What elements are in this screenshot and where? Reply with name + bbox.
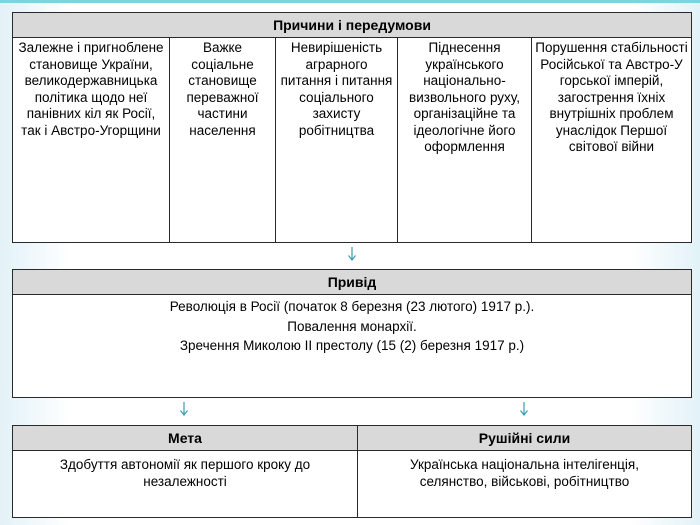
goal-header [13,426,358,451]
down-arrow-icon [518,401,530,417]
pretext-title: Привід [327,274,377,290]
causes-block [12,12,692,243]
pretext-line-1: Революція в Росії (початок 8 березня (23 лютого) 1917 р.). [169,299,535,314]
cause-cell-1: Залежне і пригноблене становище України, великодержавницька політика щодо неї панівних кіл як Росії, так і Австро-Угорщини [13,38,170,242]
pretext-header [13,270,691,295]
cause-cell-2: Важке соціальне становище переважної частини населення [170,38,276,242]
forces-title: Рушійні сили [478,430,571,446]
cause-cell-3: Невирішеність аграрного питання і питання соціального захисту робітництва [276,38,398,242]
goal-forces-body-row [13,451,691,517]
cause-cell-4: Піднесення українського національно-визвольного руху, організаційне та ідеологічне його оформлення [398,38,532,242]
goal-forces-header-row [13,426,691,451]
goal-forces-block [12,425,692,518]
pretext-line-2: Повалення монархії. [287,318,417,334]
pretext-block [12,269,692,398]
forces-header [358,426,691,451]
down-arrow-icon [178,401,190,417]
causes-row [13,38,691,242]
pretext-body [13,295,691,355]
pretext-line-3: Зречення Миколою II престолу (15 (2) березня 1917 р.) [179,338,525,353]
causes-title: Причини і передумови [273,17,431,33]
goal-text: Здобуття автономії як першого кроку до незалежності [13,451,358,517]
forces-text: Українська національна інтелігенція, селянство, військові, робітництво [410,457,639,489]
goal-title: Мета [168,430,202,446]
down-arrow-icon [346,246,358,262]
top-accent-line [0,0,700,3]
causes-header [13,13,691,38]
cause-cell-5: Порушення стабільності Російської та Австро-У горської імперій, загострення їхніх внутрішніх проблем унаслідок Першої світової війни [535,40,688,154]
